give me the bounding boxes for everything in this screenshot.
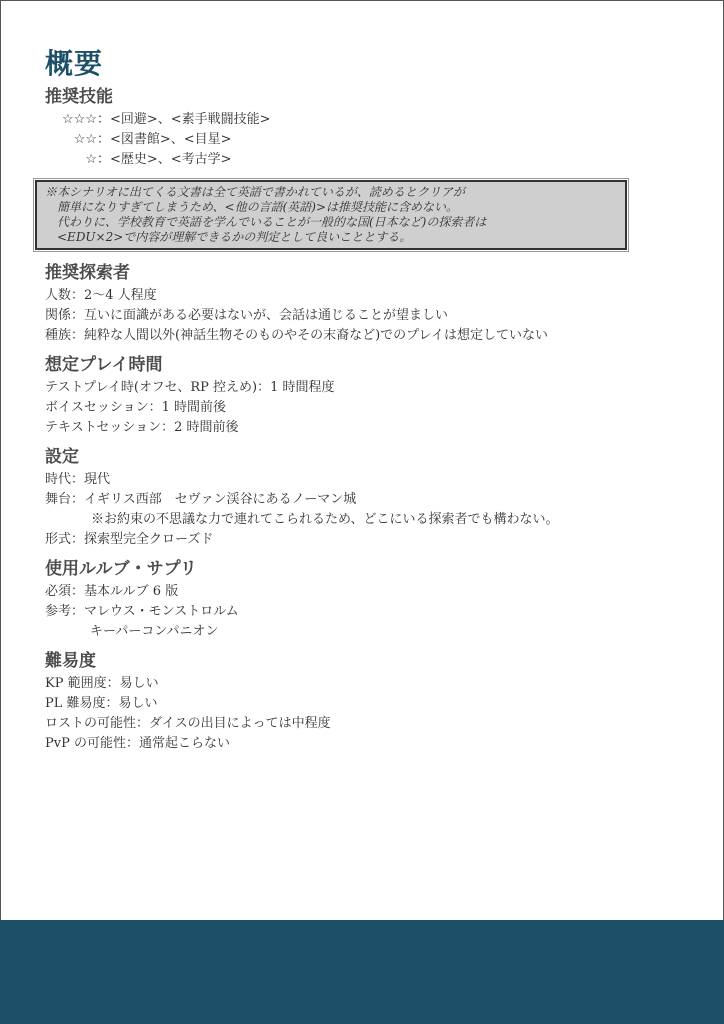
page-title: 概要 [45,47,104,80]
section-recommended-skills [45,84,685,250]
playtime-voice: ボイスセッション：1 時間前後 [45,400,227,415]
difficulty-pvp: PvP の可能性：通常起こらない [45,736,230,751]
document-body [45,44,685,754]
section-heading-playtime: 想定プレイ時間 [45,355,163,375]
difficulty-kp: KP 範囲度：易しい [45,676,159,691]
star-rating: ☆☆☆ [62,112,97,127]
section-heading-investigators: 推奨探索者 [45,263,130,283]
investigator-relation: 関係：互いに面識がある必要はないが、会話は通じることが望ましい [45,308,449,323]
section-recommended-investigators [45,260,685,346]
section-heading-rulebooks: 使用ルルブ・サプリ [45,559,197,579]
skill-row-1star [45,150,685,170]
section-heading-difficulty: 難易度 [45,651,96,671]
footer-band [0,920,724,1024]
playtime-text: テキストセッション：2 時間前後 [45,420,239,435]
difficulty-lost: ロストの可能性：ダイスの出目によっては中程度 [45,716,331,731]
skill-text: ：<図書館>、<目星> [97,132,232,147]
setting-stage: 舞台：イギリス西部 セヴァン渓谷にあるノーマン城 [45,492,357,507]
note-line: <EDU×2>で内容が理解できるかの判定として良いこととする。 [57,230,412,244]
star-rating: ☆ [85,152,97,167]
rulebook-reference: 参考：マレウス・モンストロルム [45,604,239,619]
section-heading-setting: 設定 [45,447,79,467]
skills-note-box [35,180,627,250]
setting-stage-note: ※お約束の不思議な力で連れてこられるため、どこにいる探索者でも構わない。 [91,512,559,527]
investigator-count: 人数：2～4 人程度 [45,288,157,303]
playtime-test: テストプレイ時(オフセ、RP 控えめ)：1 時間程度 [45,380,335,395]
section-setting [45,444,685,550]
rulebook-reference-2: キーパーコンパニオン [90,624,219,639]
setting-format: 形式：探索型完全クローズド [45,532,214,547]
section-rulebooks [45,556,685,642]
difficulty-pl: PL 難易度：易しい [45,696,158,711]
skill-text: ：<歴史>、<考古学> [97,152,232,167]
rulebook-required: 必須：基本ルルブ 6 版 [45,584,179,599]
setting-era: 時代：現代 [45,472,111,487]
note-line: 簡単になりすぎてしまうため、<他の言語(英語)>は推奨技能に含めない。 [57,200,458,214]
note-line: 代わりに、学校教育で英語を学んでいることが一般的な国(日本など)の探索者は [57,215,487,229]
section-playtime [45,352,685,438]
note-line: ※本シナリオに出てくる文書は全て英語で書かれているが、読めるとクリアが [45,185,465,199]
skill-text: ：<回避>、<素手戦闘技能> [97,112,271,127]
skill-row-2star [45,130,685,150]
skill-row-3star [45,110,685,130]
star-rating: ☆☆ [73,132,97,147]
section-difficulty [45,648,685,754]
section-heading-skills: 推奨技能 [45,87,113,107]
investigator-species: 種族：純粋な人間以外(神話生物そのものやその末裔など)でのプレイは想定していない [45,328,548,343]
